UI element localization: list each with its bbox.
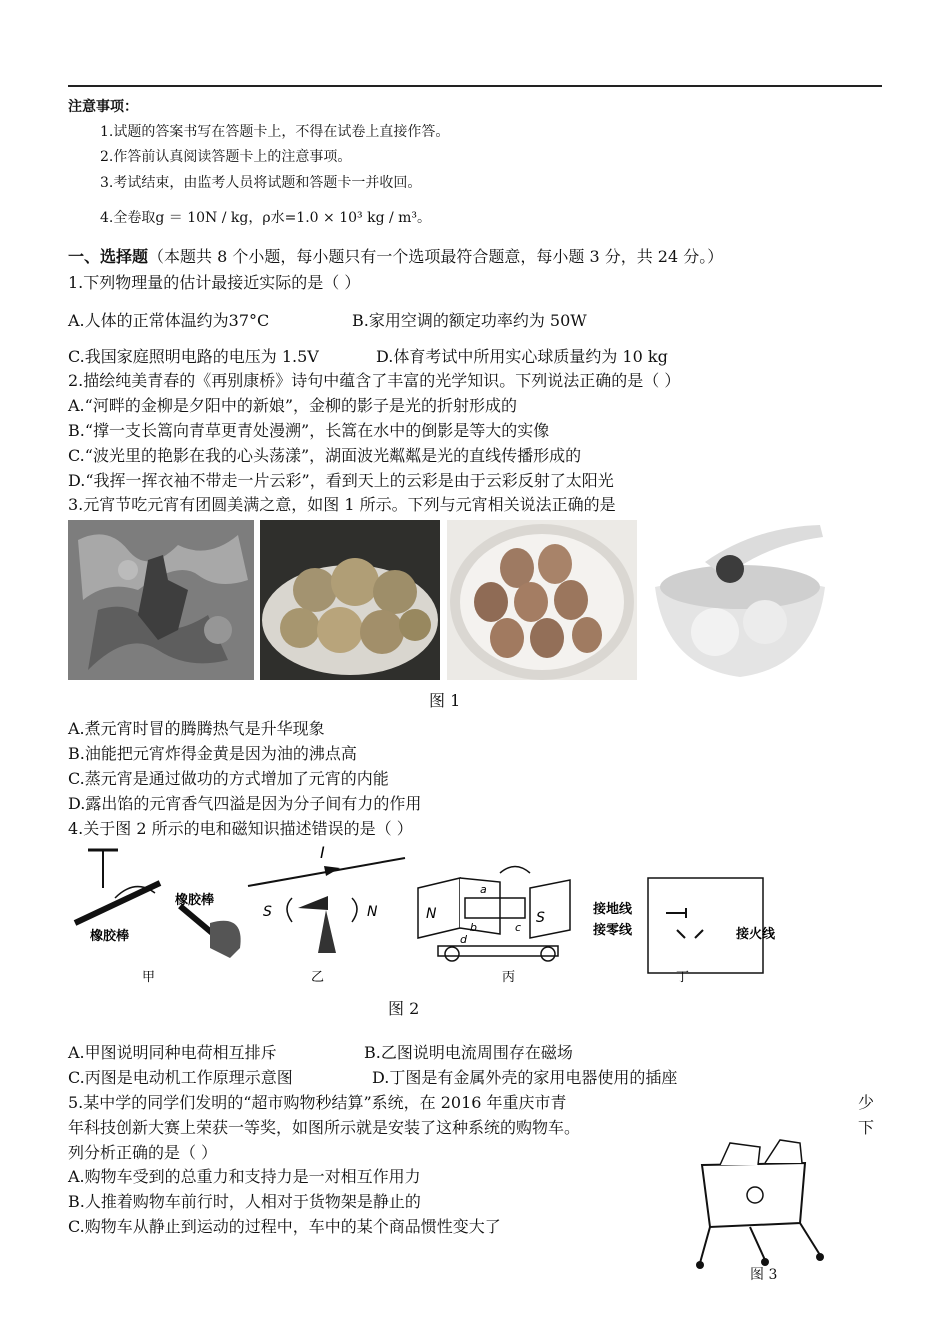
magnet-n	[418, 878, 460, 938]
q3-option-d: D.露出馅的元宵香气四溢是因为分子间有力的作用	[68, 794, 422, 813]
section-heading	[68, 246, 723, 268]
notice-item-1: 1.试题的答案书写在答题卡上，不得在试卷上直接作答。	[100, 124, 450, 140]
panel-jia	[75, 850, 241, 985]
q4-option-c: C.丙图是电动机工作原理示意图	[68, 1068, 293, 1087]
photo-fried-yuanxiao	[260, 520, 440, 680]
q4-option-b: B.乙图说明电流周围存在磁场	[364, 1043, 573, 1062]
q1-stem: 1.下列物理量的估计最接近实际的是（ ）	[68, 273, 361, 292]
cart-leg-2	[800, 1223, 820, 1255]
cart-wheel-1	[696, 1261, 704, 1269]
q1-option-a: A.人体的正常体温约为37°C	[68, 311, 270, 330]
q5-stem-line-2: 年科技创新大赛上荣获一等奖，如图所示就是安装了这种系统的购物车。	[68, 1118, 581, 1137]
q5-option-b: B.人推着购物车前行时，人相对于货物架是静止的	[68, 1192, 421, 1211]
q2-option-d: D.“我挥一挥衣袖不带走一片云彩”，看到天上的云彩是由于云彩反射了太阳光	[68, 471, 614, 490]
figure-3-caption: 图 3	[750, 1267, 778, 1283]
q3-option-b: B.油能把元宵炸得金黄是因为油的沸点高	[68, 744, 357, 763]
q5-option-c: C.购物车从静止到运动的过程中，车中的某个商品惯性变大了	[68, 1217, 501, 1236]
live-label: 接火线	[736, 927, 776, 942]
panel-bing	[418, 867, 570, 986]
magnet-s	[530, 880, 570, 938]
q2-option-b: B.“撑一支长篙向青草更青处漫溯”，长篙在水中的倒影是等大的实像	[68, 421, 550, 440]
q5-stem-line-2-end: 下	[858, 1118, 875, 1137]
brush-right	[541, 947, 555, 961]
steam-illustration	[68, 520, 254, 680]
pole-n-bing: N	[426, 906, 437, 922]
point-b: b	[470, 921, 477, 934]
cart-leg-1	[700, 1227, 710, 1263]
label-bing: 丙	[502, 970, 516, 985]
pole-s-bing: S	[536, 910, 545, 926]
q2-option-c: C.“波光里的艳影在我的心头荡漾”，湖面波光粼粼是光的直线传播形成的	[68, 446, 582, 465]
pole-n-yi: N	[367, 904, 378, 920]
cart-leg-3	[750, 1227, 765, 1260]
point-c: c	[515, 921, 522, 934]
header-rule	[68, 85, 882, 87]
q5-option-a: A.购物车受到的总重力和支持力是一对相互作用力	[68, 1167, 421, 1186]
q1-option-c: C.我国家庭照明电路的电压为 1.5V	[68, 347, 319, 366]
figure-1-caption: 图 1	[429, 691, 461, 710]
ground-label: 接地线	[593, 902, 633, 917]
goods-box	[720, 1143, 760, 1165]
live-slot	[695, 930, 703, 938]
rotate-arrow-right	[352, 898, 357, 922]
current-label: I	[320, 843, 325, 862]
fried-yuanxiao-illustration	[260, 520, 440, 680]
q1-option-d: D.体育考试中所用实心球质量约为 10 kg	[376, 347, 668, 366]
figure-2-caption: 图 2	[388, 999, 420, 1018]
q4-option-a: A.甲图说明同种电荷相互排斥	[68, 1043, 277, 1062]
figure-2-diagram	[60, 838, 800, 988]
photo-yuanxiao-bowl	[645, 517, 831, 683]
label-yi: 乙	[311, 970, 325, 985]
notice-item-4: 4.全卷取g ＝ 10N / kg，ρ水=1.0 × 10³ kg / m³。	[100, 210, 432, 226]
figure-3-shopping-cart	[690, 1135, 840, 1285]
notice-item-2: 2.作答前认真阅读答题卡上的注意事项。	[100, 149, 352, 165]
q3-option-a: A.煮元宵时冒的腾腾热气是升华现象	[68, 719, 325, 738]
notice-item-3: 3.考试结束，由监考人员将试题和答题卡一并收回。	[100, 175, 422, 191]
compass-needle	[298, 896, 328, 910]
goods-bag	[765, 1140, 802, 1163]
neutral-label: 接零线	[593, 923, 633, 938]
q5-stem-line-1-end: 少	[858, 1093, 875, 1112]
hand-shape	[210, 921, 241, 958]
q4-option-d: D.丁图是有金属外壳的家用电器使用的插座	[372, 1068, 678, 1087]
panel-ding	[592, 878, 776, 985]
photo-steam-figure	[68, 520, 254, 680]
photo-steamed-yuanxiao	[447, 520, 637, 680]
rotation-arrow	[500, 867, 530, 874]
socket-outline	[648, 878, 763, 973]
pole-s-yi: S	[263, 904, 272, 920]
q3-option-c: C.蒸元宵是通过做功的方式增加了元宵的内能	[68, 769, 389, 788]
panel-yi	[248, 843, 405, 985]
brush-left	[445, 947, 459, 961]
cart-wheel-3	[816, 1253, 824, 1261]
needle-stand	[318, 910, 336, 953]
label-jia: 甲	[142, 970, 156, 985]
notice-title: 注意事项：	[68, 99, 138, 115]
bowl-illustration	[645, 517, 831, 683]
point-d: d	[460, 933, 467, 946]
q2-stem: 2.描绘纯美青春的《再别康桥》诗句中蕴含了丰富的光学知识。下列说法正确的是（ ）	[68, 371, 681, 390]
neutral-slot	[677, 930, 685, 938]
q5-stem-line-3: 列分析正确的是（ ）	[68, 1143, 218, 1162]
steamed-yuanxiao-illustration	[447, 520, 637, 680]
section-title: 一、选择题	[68, 247, 149, 266]
q4-stem: 4.关于图 2 所示的电和磁知识描述错误的是（ ）	[68, 819, 413, 838]
q5-stem-line-1: 5.某中学的同学们发明的“超市购物秒结算”系统，在 2016 年重庆市青	[68, 1093, 567, 1112]
rod-label-2: 橡胶棒	[175, 893, 215, 908]
q3-stem: 3.元宵节吃元宵有团圆美满之意，如图 1 所示。下列与元宵相关说法正确的是	[68, 495, 616, 514]
rotate-arrow-left	[287, 898, 292, 922]
cart-basket	[702, 1163, 805, 1227]
point-a: a	[480, 883, 487, 896]
rod-label-1: 橡胶棒	[90, 929, 130, 944]
label-ding: 丁	[676, 970, 690, 985]
q1-option-b: B.家用空调的额定功率约为 50W	[352, 311, 587, 330]
section-note: （本题共 8 个小题，每小题只有一个选项最符合题意，每小题 3 分，共 24 分。）	[148, 247, 724, 266]
q2-option-a: A.“河畔的金柳是夕阳中的新娘”，金柳的影子是光的折射形成的	[68, 396, 518, 415]
